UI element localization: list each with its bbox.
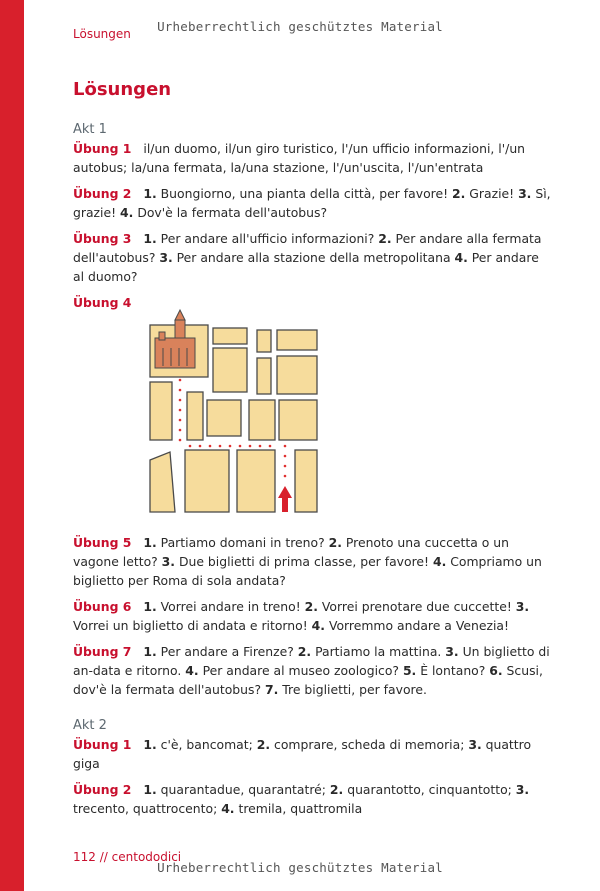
akt1-uebung3	[73, 229, 553, 286]
answer-text: quarantadue, quarantatré;	[156, 782, 330, 797]
answer-number: 2.	[304, 599, 318, 614]
solutions-content	[73, 120, 553, 319]
answer-text: quattro giga	[73, 737, 532, 771]
answer-text: Vorrei un biglietto di andata e ritorno!	[73, 618, 312, 633]
answer-text: È lontano?	[416, 663, 490, 678]
solutions-content-lower	[73, 533, 553, 825]
answer-number: 3.	[515, 782, 530, 797]
answer-number: 4.	[221, 801, 235, 816]
answer-text: Per andare alla fermata dell'autobus?	[73, 231, 542, 265]
map-block	[185, 450, 229, 512]
answer-text: Compriamo un biglietto per Roma di sola andata?	[73, 554, 542, 588]
answer-number: 3.	[445, 644, 459, 659]
map-block	[257, 330, 271, 352]
city-map-illustration	[145, 300, 325, 520]
footer-separator: //	[99, 850, 108, 864]
exercise-label: Übung 1	[73, 141, 132, 156]
answer-number: 4.	[454, 250, 468, 265]
answer-text: Due biglietti di prima classe, per favore!	[175, 554, 433, 569]
answer-text: Scusi, dov'è la fermata dell'autobus?	[73, 663, 543, 697]
answer-number: 3.	[159, 250, 173, 265]
answer-text: Partiamo domani in treno?	[156, 535, 329, 550]
map-block	[279, 400, 317, 440]
akt1-uebung2	[73, 184, 553, 222]
answer-number: 7.	[265, 682, 279, 697]
exercise-label: Übung 2	[73, 782, 132, 797]
map-block	[277, 356, 317, 394]
answer-text: tremila, quattromila	[234, 801, 363, 816]
page-word: centododici	[111, 850, 182, 864]
answer-text: Dov'è la fermata dell'autobus?	[133, 205, 328, 220]
answer-text: Vorrei andare in treno!	[156, 599, 305, 614]
akt2-uebung1	[73, 735, 553, 773]
map-block	[295, 450, 317, 512]
exercise-label: Übung 6	[73, 599, 132, 614]
answer-number: 1.	[143, 644, 157, 659]
answer-number: 1.	[143, 599, 157, 614]
answer-number: 4.	[120, 205, 134, 220]
akt2-heading: Akt 2	[73, 718, 107, 733]
answer-text: Prenoto una cuccetta o un vagone letto?	[73, 535, 510, 569]
answer-number: 3.	[518, 186, 532, 201]
cathedral-icon	[155, 310, 195, 368]
answer-number: 1.	[143, 535, 157, 550]
exercise-label: Übung 4	[73, 295, 132, 310]
map-block	[187, 392, 203, 440]
answer-number: 4.	[311, 618, 325, 633]
page-title: Lösungen	[73, 79, 172, 100]
map-block	[257, 358, 271, 394]
answer-text: Per andare all'ufficio informazioni?	[156, 231, 379, 246]
answer-text: c'è, bancomat;	[156, 737, 257, 752]
akt1-heading: Akt 1	[73, 122, 107, 137]
map-block	[249, 400, 275, 440]
map-block	[237, 450, 275, 512]
answer-number: 4.	[432, 554, 447, 569]
answer-number: 3.	[161, 554, 176, 569]
answer-number: 1.	[143, 186, 157, 201]
akt2-uebung2	[73, 780, 553, 818]
answer-text: Per andare alla stazione della metropolitana	[172, 250, 455, 265]
watermark-top: Urheberrechtlich geschütztes Material	[157, 19, 443, 34]
answer-text: Per andare a Firenze?	[156, 644, 298, 659]
answer-text: Un biglietto di an-data e ritorno.	[73, 644, 550, 678]
answer-number: 2.	[297, 644, 312, 659]
map-block	[150, 382, 172, 440]
answer-number: 2.	[329, 782, 344, 797]
akt1-uebung7	[73, 642, 553, 699]
map-block	[277, 330, 317, 350]
answer-text: quarantotto, cinquantotto;	[343, 782, 516, 797]
map-block	[150, 452, 175, 512]
answer-number: 1.	[143, 782, 157, 797]
answer-text: Per andare al duomo?	[73, 250, 539, 284]
exercise-label: Übung 2	[73, 186, 132, 201]
answer-text: comprare, scheda di memoria;	[270, 737, 469, 752]
akt1-uebung5	[73, 533, 553, 590]
exercise-label: Übung 3	[73, 231, 132, 246]
map-block	[207, 400, 241, 436]
answer-number: 3.	[515, 599, 530, 614]
running-header: Lösungen	[73, 27, 131, 41]
start-arrow-icon	[278, 486, 292, 512]
answer-number: 2.	[378, 231, 392, 246]
answer-text: Sì, grazie!	[73, 186, 551, 220]
answer-number: 2.	[452, 186, 466, 201]
akt1-uebung1	[73, 139, 553, 177]
answer-number: 3.	[468, 737, 482, 752]
answer-text: Partiamo la mattina.	[311, 644, 446, 659]
red-sidebar	[0, 0, 24, 891]
answer-number: 4.	[185, 663, 199, 678]
answer-text: trecento, quattrocento;	[73, 801, 222, 816]
answer-text: Buongiorno, una pianta della città, per favore!	[156, 186, 453, 201]
exercise-label: Übung 1	[73, 737, 132, 752]
map-block	[213, 348, 247, 392]
answer-number: 5.	[402, 663, 417, 678]
answer-text: Vorrei prenotare due cuccette!	[317, 599, 516, 614]
answer-number: 2.	[256, 737, 271, 752]
watermark-bottom: Urheberrechtlich geschütztes Material	[157, 860, 443, 875]
map-block	[213, 328, 247, 344]
exercise-label: Übung 7	[73, 644, 132, 659]
page-number: 112	[73, 850, 96, 864]
exercise-text: il/un duomo, il/un giro turistico, l'/un ufficio informazioni, l'/un autobus; la/una fermata, la/una stazione, l'/un'uscita, l'/un'entrata	[73, 141, 526, 175]
answer-text: Grazie!	[465, 186, 519, 201]
answer-text: Tre biglietti, per favore.	[278, 682, 427, 697]
answer-text: Vorremmo andare a Venezia!	[325, 618, 509, 633]
answer-number: 1.	[143, 231, 157, 246]
answer-number: 1.	[143, 737, 157, 752]
exercise-label: Übung 5	[73, 535, 132, 550]
answer-number: 2.	[328, 535, 342, 550]
akt1-uebung6	[73, 597, 553, 635]
answer-text: Per andare al museo zoologico?	[198, 663, 403, 678]
answer-number: 6.	[489, 663, 503, 678]
